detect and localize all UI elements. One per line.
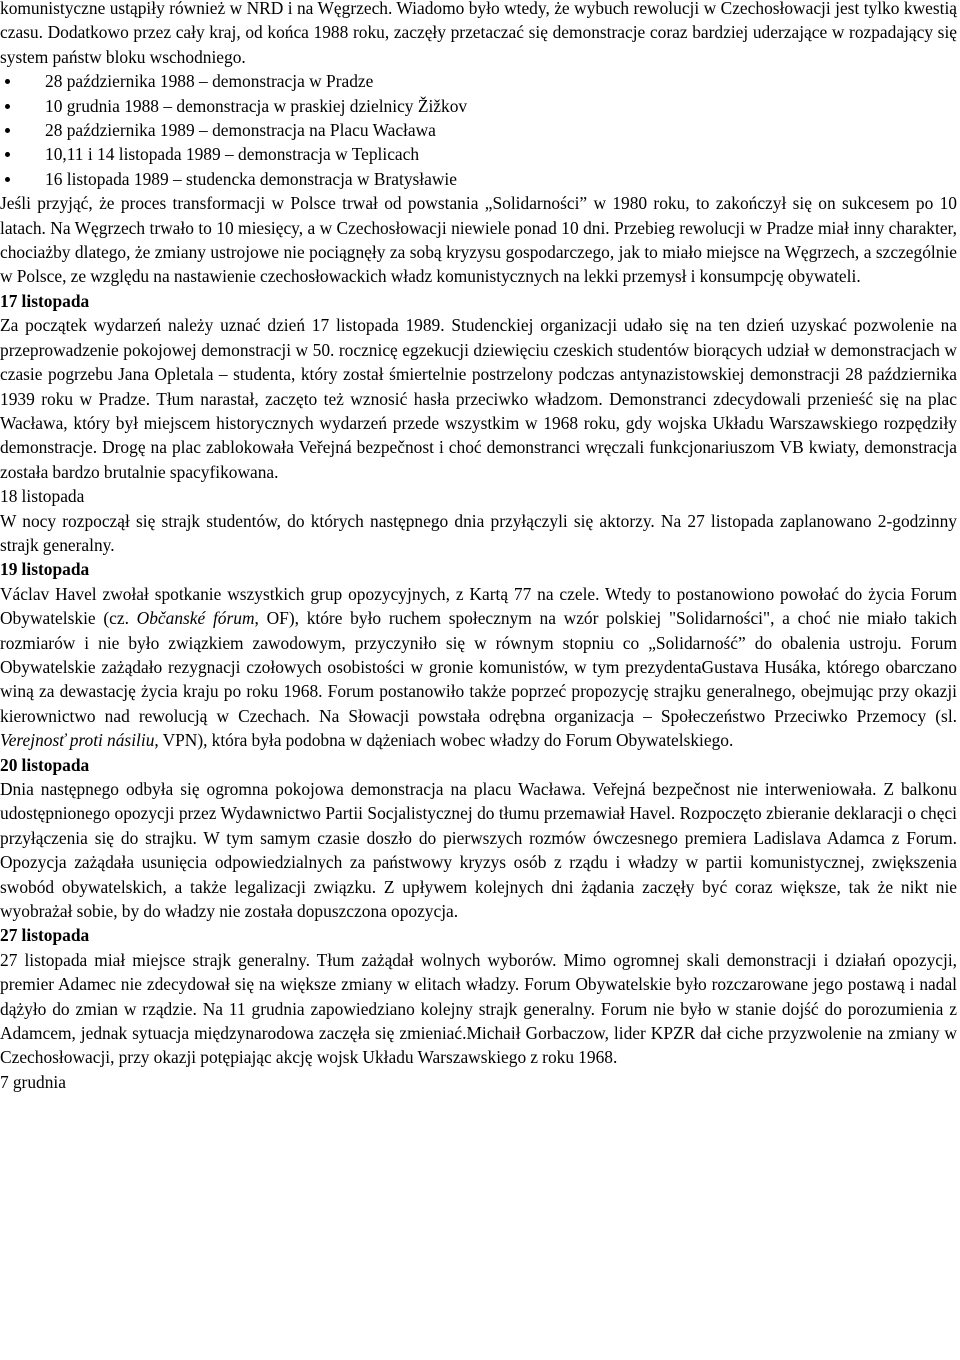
list-item (0, 167, 957, 191)
intro-paragraph: komunistyczne ustąpiły również w NRD i na Węgrzech. Wiadomo było wtedy, że wybuch rewolucji w Czechosłowacji jest tylko kwestią czasu. Dodatkowo przez cały kraj, od końca 1988 roku, zaczęły przetaczać się demonstracje coraz bardziej uderzające w rozpadający się system państw bloku wschodniego. (0, 0, 957, 67)
list-item-text: 16 listopada 1989 – studencka demonstracja w Bratysławie (45, 168, 457, 189)
section-heading-18-listopada: 18 listopada (0, 486, 85, 507)
section-27-paragraph: 27 listopada miał miejsce strajk generalny. Tłum zażądał wolnych wyborów. Mimo ogromnej skali demonstracji i działań opozycji, premier Adamec nie zdecydował się na większe zmiany w elitach władzy. Forum Obywatelskie było rozczarowane jego postawą i nadal dążyło do zmian w rządzie. Na 11 grudnia zapowiedziano kolejny strajk generalny. Forum nie było w stanie dojść do porozumienia z Adamcem, jednak sytuacja międzynarodowa zaczęła się zmieniać.Michaił Gorbaczow, lider KPZR dał ciche przyzwolenie na zmiany w Czechosłowacji, przy okazji potępiając akcję wojsk Układu Warszawskiego z roku 1968. (0, 949, 957, 1068)
section-heading-27-listopada: 27 listopada (0, 925, 90, 946)
section-heading-20-listopada: 20 listopada (0, 754, 90, 775)
list-item-text: 10,11 i 14 listopada 1989 – demonstracja w Teplicach (45, 144, 420, 165)
section-19-italic-vpn: Verejnosť proti násiliu (0, 730, 155, 751)
list-item (0, 118, 957, 142)
section-20-paragraph: Dnia następnego odbyła się ogromna pokojowa demonstracja na placu Wacława. Veřejná bezpečnost nie interweniowała. Z balkonu udostępnionego opozycji przez Wydawnictwo Partii Socjalistycznej do tłumu przemawiał Havel. Rozpoczęto zbieranie deklaracji o chęci przyłączenia się do strajku. W tym samym czasie doszło do pierwszych rozmów ówczesnego premiera Ladislava Adamca z Forum. Opozycja zażądała usunięcia odpowiedzialnych za państwowy kryzys osób z rządu i władzy w partii komunistycznej, zwiększenia swobód obywatelskich, a także legalizacji związku. Z upływem kolejnych dni żądania zaczęły być coraz większe, tak że nikt nie wyobrażał sobie, by do władzy nie została dopuszczona opozycja. (0, 779, 957, 922)
list-item (0, 142, 957, 166)
transformation-paragraph: Jeśli przyjąć, że proces transformacji w Polsce trwał od powstania „Solidarności” w 1980 roku, to zakończył się on sukcesem po 10 latach. Na Węgrzech trwało to 10 miesięcy, a w Czechosłowacji niewiele ponad 10 dni. Przebieg rewolucji w Pradze miał inny charakter, chociażby dlatego, że zmiany ustrojowe nie pociągnęły za sobą kryzysu gospodarczego, jak to miało miejsce na Węgrzech, a szczególnie w Polsce, ze względu na nastawienie czechosłowackich władz komunistycznych na lekki przemysł i konsumpcję obywateli. (0, 193, 957, 287)
bullet-icon (5, 79, 10, 84)
demonstrations-list (0, 69, 957, 191)
list-item-text: 10 grudnia 1988 – demonstracja w praskiej dzielnicy Žižkov (45, 95, 468, 116)
bullet-icon (5, 177, 10, 182)
section-18-paragraph: W nocy rozpoczął się strajk studentów, do których następnego dnia przyłączyli się aktorzy. Na 27 listopada zaplanowano 2-godzinny strajk generalny. (0, 510, 957, 555)
bullet-icon (5, 128, 10, 133)
list-item-text: 28 października 1989 – demonstracja na Placu Wacława (45, 120, 436, 141)
bullet-icon (5, 104, 10, 109)
section-19-text-a: Václav Havel zwołał spotkanie wszystkich grup opozycyjnych, z Kartą 77 na czele. Wtedy to postanowiono powołać do życia Forum Obywatelskie (cz. (0, 583, 957, 629)
section-19-text-b: , OF), które było ruchem społecznym na wzór polskiej "Solidarności", a choć nie miało takich rozmiarów i nie było związkiem zawodowym, przyczyniło się w równym stopniu co „Solidarność” do obalenia ustroju. Forum Obywatelskie zażądało rezygnacji czołowych osobistości w gronie komunistów, w tym prezydentaGustava Husáka, którego obarczano winą za dewastację życia kraju po roku 1968. Forum postanowiło także poprzeć propozycję strajku generalnego, obejmując przy okazji kierownictwo nad rewolucją w Czechach. Na Słowacji powstała odrębna organizacja – Społeczeństwo Przeciwko Przemocy (sl. (0, 608, 957, 726)
list-item (0, 94, 957, 118)
list-item (0, 69, 957, 93)
section-19-italic-of: Občanské fórum (136, 608, 255, 629)
section-17-paragraph: Za początek wydarzeń należy uznać dzień 17 listopada 1989. Studenckiej organizacji udało się na ten dzień uzyskać pozwolenie na przeprowadzenie pokojowej demonstracji w 50. rocznicę egzekucji dziewięciu czeskich studentów biorących udział w demonstracjach w czasie pogrzebu Jana Opletala – studenta, który został śmiertelnie postrzelony podczas antynazistowskiej demonstracji 28 października 1939 roku w Pradze. Tłum narastał, zaczęto też wznosić hasła przeciwko władzom. Demonstranci zdecydowali przenieść się na plac Wacława, który był miejscem historycznych wydarzeń przede wszystkim w 1968 roku, gdy wojska Układu Warszawskiego rozpędziły demonstracje. Drogę na plac zablokowała Veřejná bezpečnost i choć demonstranci wręczali funkcjonariuszom VB kwiaty, demonstracja została bardzo brutalnie spacyfikowana. (0, 315, 957, 482)
section-heading-19-listopada: 19 listopada (0, 559, 90, 580)
section-19-text-c: , VPN), która była podobna w dążeniach wobec władzy do Forum Obywatelskiego. (154, 730, 734, 751)
section-heading-7-grudnia: 7 grudnia (0, 1071, 66, 1092)
section-heading-17-listopada: 17 listopada (0, 290, 90, 311)
list-item-text: 28 października 1988 – demonstracja w Pradze (45, 71, 374, 92)
section-19-paragraph (0, 582, 957, 753)
bullet-icon (5, 152, 10, 157)
